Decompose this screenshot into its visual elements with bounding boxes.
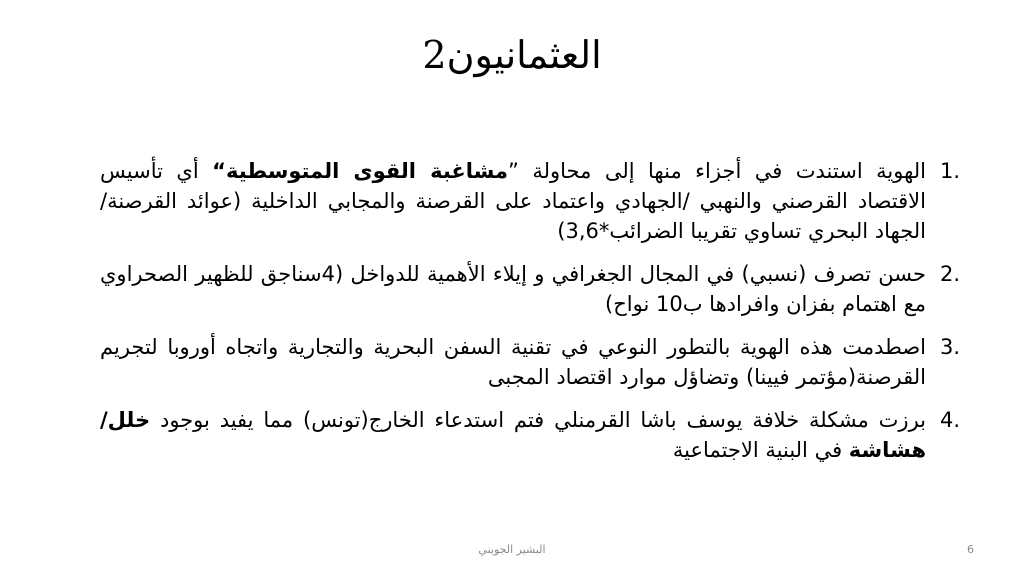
list-item-2 bbox=[100, 259, 960, 319]
list-item-text-segment: برزت مشكلة خلافة يوسف باشا القرمنلي فتم استدعاء الخارج(تونس) مما يفيد بوجود bbox=[150, 408, 926, 432]
list-item-bold-phrase: خلل/هشاشة bbox=[100, 408, 926, 462]
slide-title: العثمانيون2 bbox=[422, 33, 602, 77]
list-item-number: .3 bbox=[939, 335, 960, 359]
list-item-text bbox=[100, 405, 926, 465]
list-item-text: اصطدمت هذه الهوية بالتطور النوعي في تقنية السفن البحرية والتجارية واتجاه أوروبا لتجريم القرصنة(مؤتمر فيينا) وتضاؤل موارد اقتصاد المجبى bbox=[100, 335, 926, 389]
list-item-text: حسن تصرف (نسبي) في المجال الجغرافي و إيلاء الأهمية للدواخل (4سناجق للظهير الصحراوي مع اهتمام بفزان وافرادها ب10 نواح) bbox=[100, 262, 926, 316]
list-item-4 bbox=[100, 405, 960, 465]
list-item-number: .2 bbox=[939, 262, 960, 286]
list-item-number: .4 bbox=[939, 408, 960, 432]
footer-author: البشير الجويني bbox=[478, 543, 546, 556]
list-item-3 bbox=[100, 332, 960, 392]
list-item-text-segment: في البنية الاجتماعية bbox=[672, 438, 849, 462]
footer-page-number: 6 bbox=[967, 543, 974, 556]
list-item-bold-phrase: مشاغبة القوى المتوسطية“ bbox=[212, 159, 509, 183]
list-item-text-segment: الهوية استندت في أجزاء منها إلى محاولة ” bbox=[508, 159, 926, 183]
list-item-text-segment: أي تأسيس الاقتصاد القرصني والنهبي /الجهادي واعتماد على القرصنة والمجابي الداخلية (عوائد القرصنة/الجهاد البحري تساوي تقريبا الضرائب*3,6) bbox=[100, 159, 926, 243]
list-item-number: .1 bbox=[939, 159, 960, 183]
list-item-1 bbox=[100, 156, 960, 246]
list-item-text bbox=[100, 156, 926, 246]
slide-content bbox=[100, 156, 960, 478]
